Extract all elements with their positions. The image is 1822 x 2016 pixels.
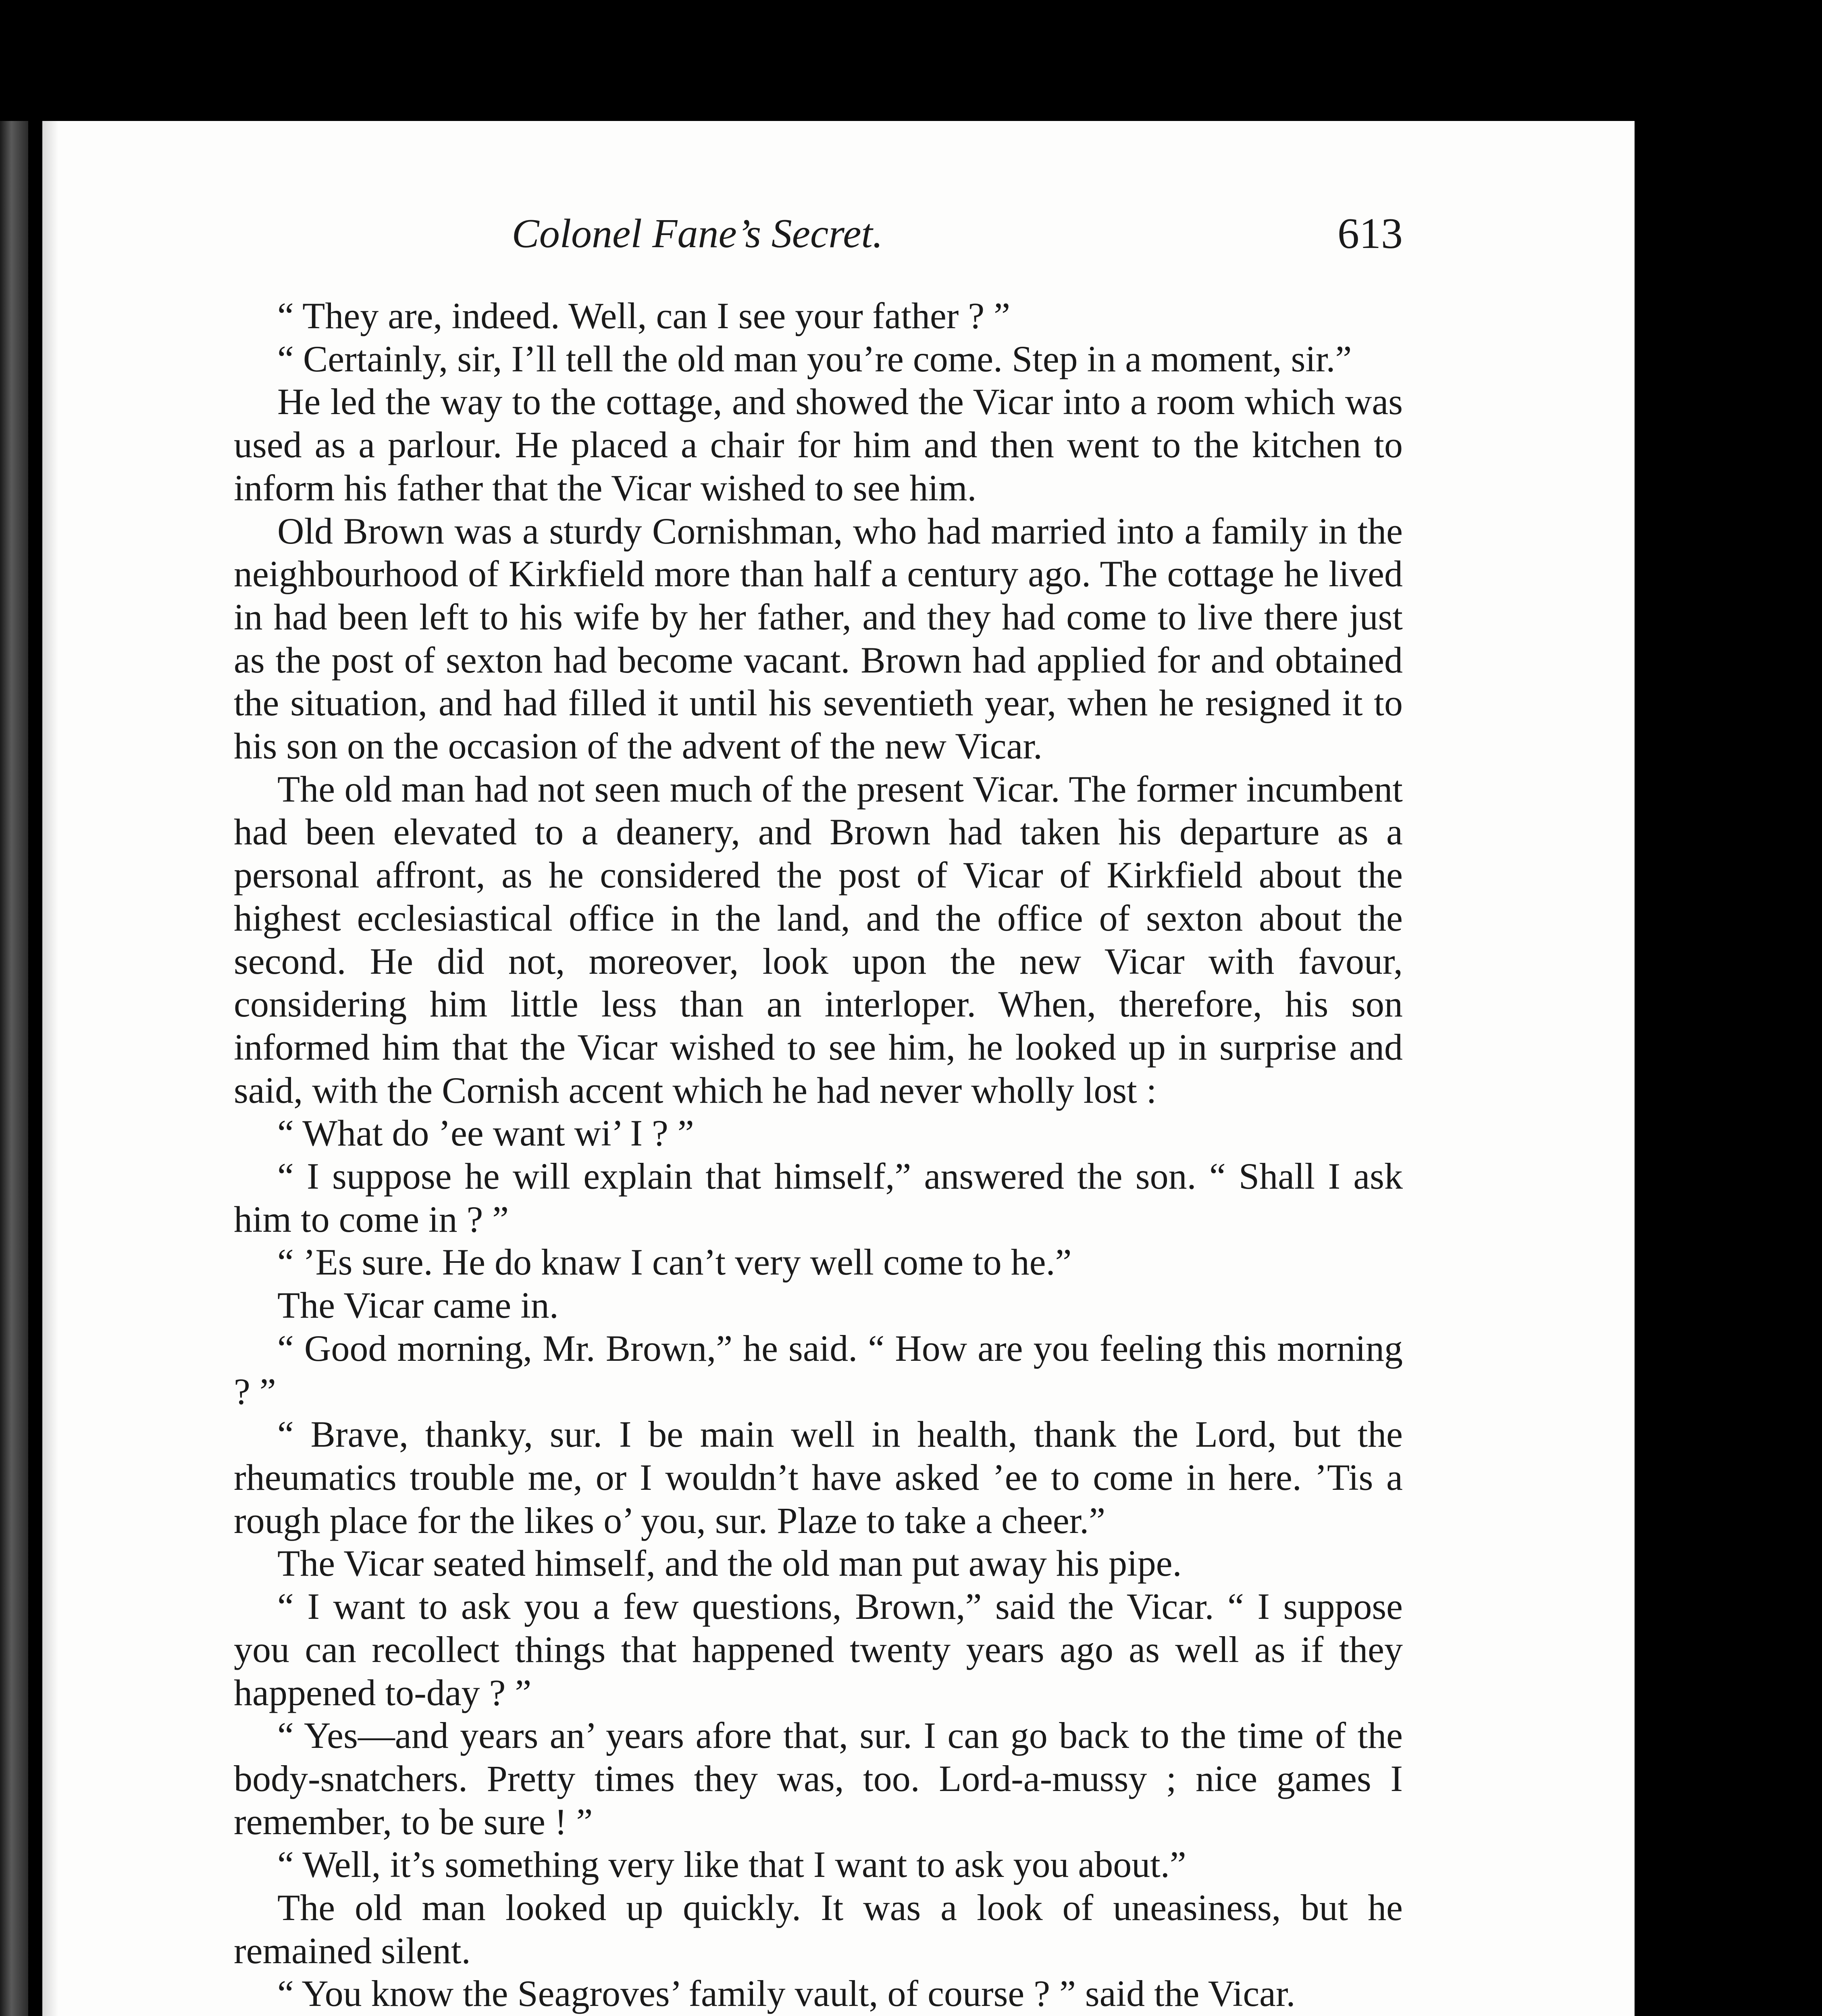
paragraph: The Vicar seated himself, and the old man put away his pipe.: [277, 1543, 1182, 1584]
paragraph: “ ’Es sure. He do knaw I can’t very well come to he.”: [277, 1241, 1072, 1283]
paragraph: He led the way to the cottage, and showed the Vicar into a room which was used as a parlour. He placed a chair for him and then went to the kitchen to inform his father that the Vicar wished to see him.: [234, 381, 1403, 508]
paragraph: The Vicar came in.: [277, 1285, 559, 1326]
book-spine-edge: [0, 121, 28, 2016]
paragraph: The old man looked up quickly. It was a look of uneasiness, but he remained silent.: [234, 1887, 1403, 1971]
paragraph: “ They are, indeed. Well, can I see your father ? ”: [277, 295, 1011, 336]
page-number: 613: [1337, 210, 1403, 258]
paragraph: Old Brown was a sturdy Cornishman, who had married into a family in the neighbourhood of Kirkfield more than half a century ago. The cottage he lived in had been left to his wife by her father, and they had come to live there just as the post of sexton had become vacant. Brown had applied for and obtained the situation, and had filled it until his seventieth year, when he resigned it to his son on the occasion of the advent of the new Vicar.: [234, 510, 1403, 767]
paragraph: “ Well, it’s something very like that I want to ask you about.”: [277, 1844, 1186, 1885]
paragraph: “ Certainly, sir, I’ll tell the old man you’re come. Step in a moment, sir.”: [277, 338, 1352, 379]
paragraph: “ Brave, thanky, sur. I be main well in health, thank the Lord, but the rheumatics trouble me, or I wouldn’t have asked ’ee to come in here. ’Tis a rough place for the likes o’ you, sur. Plaze to take a cheer.”: [234, 1414, 1403, 1541]
running-head: [234, 202, 1403, 274]
paragraph: “ You know the Seagroves’ family vault, of course ? ” said the Vicar.: [277, 1973, 1296, 2014]
paragraph: “ I suppose he will explain that himself,” answered the son. “ Shall I ask him to come in ? ”: [234, 1156, 1403, 1240]
running-title: Colonel Fane’s Secret.: [512, 211, 883, 256]
paragraph: “ Yes—and years an’ years afore that, sur. I can go back to the time of the body-snatchers. Pretty times they was, too. Lord-a-mussy ; nice games I remember, to be sure ! ”: [234, 1715, 1403, 1842]
paragraph: “ I want to ask you a few questions, Brown,” said the Vicar. “ I suppose you can recollect things that happened twenty years ago as well as if they happened to-day ? ”: [234, 1586, 1403, 1713]
paragraph: The old man had not seen much of the present Vicar. The former incumbent had been elevated to a deanery, and Brown had taken his departure as a personal affront, as he considered the post of Vicar of Kirkfield about the highest ecclesiastical office in the land, and the office of sexton about the second. He did not, moreover, look upon the new Vicar with favour, considering him little less than an interloper. When, therefore, his son informed him that the Vicar wished to see him, he looked up in surprise and said, with the Cornish accent which he had never wholly lost :: [234, 768, 1403, 1111]
paragraph: “ What do ’ee want wi’ I ? ”: [277, 1112, 694, 1154]
paragraph: “ Good morning, Mr. Brown,” he said. “ How are you feeling this morning ? ”: [234, 1327, 1403, 1412]
body-text: [234, 294, 1403, 2016]
